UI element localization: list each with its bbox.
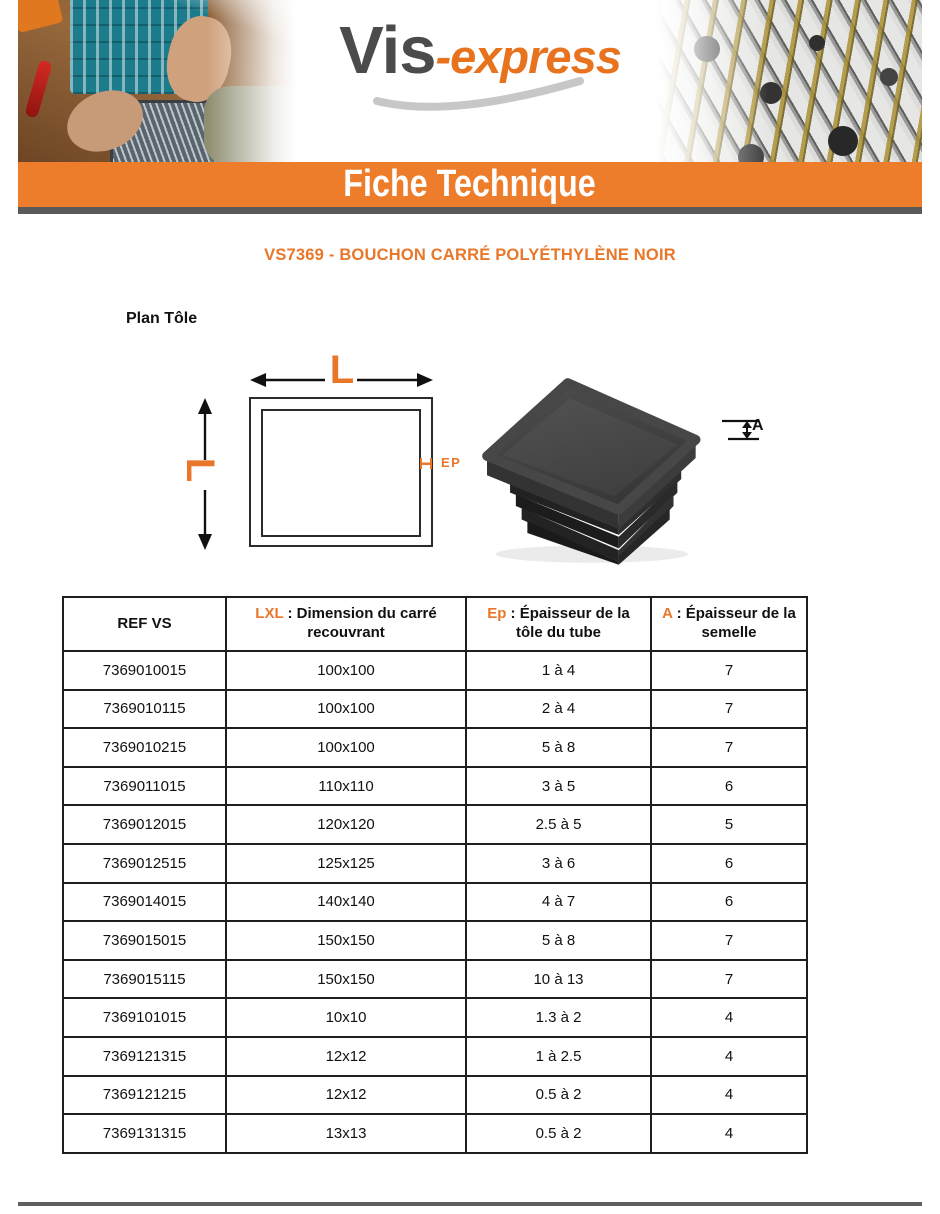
organizer-box-shape — [70, 0, 208, 94]
sole-thickness-label: A — [752, 417, 764, 434]
ref-cell: 7369010215 — [63, 728, 226, 767]
screws-pattern — [656, 0, 922, 162]
dimension-cell: 140x140 — [226, 883, 466, 922]
tube-thickness-cell: 0.5 à 2 — [466, 1114, 651, 1153]
tube-thickness-cell: 3 à 6 — [466, 844, 651, 883]
header-prefix: A — [662, 605, 673, 623]
screws-photo — [656, 0, 922, 162]
dimension-cell: 100x100 — [226, 728, 466, 767]
dimension-cell: 10x10 — [226, 998, 466, 1037]
table-row — [63, 960, 807, 999]
table-row — [63, 728, 807, 767]
ref-cell: 7369015015 — [63, 921, 226, 960]
ref-cell: 7369015115 — [63, 960, 226, 999]
table-header-row — [63, 597, 807, 651]
sole-thickness-cell: 7 — [651, 921, 807, 960]
header-label: : Épaisseur de la tôle du tube — [506, 605, 630, 641]
table-row — [63, 767, 807, 806]
logo-text-vis: Vis — [339, 13, 436, 88]
ref-cell: 7369012515 — [63, 844, 226, 883]
header-label: : Dimension du carré recouvrant — [283, 605, 437, 641]
ref-cell: 7369012015 — [63, 805, 226, 844]
table-row — [63, 1114, 807, 1153]
sole-thickness-cell: 4 — [651, 998, 807, 1037]
tool-shape — [18, 0, 63, 33]
table-row — [63, 690, 807, 729]
logo-text-express: -express — [435, 30, 621, 83]
spec-table-body — [63, 651, 807, 1153]
dimension-cell: 110x110 — [226, 767, 466, 806]
workbench-photo — [18, 0, 296, 162]
wall-thickness-marker — [420, 458, 432, 469]
header-tube-thickness — [466, 597, 651, 651]
dimension-cell: 125x125 — [226, 844, 466, 883]
dimension-cell: 12x12 — [226, 1076, 466, 1115]
table-row — [63, 1037, 807, 1076]
diagram-section-label: Plan Tôle — [126, 310, 198, 327]
banner — [18, 162, 922, 207]
sole-thickness-cell: 5 — [651, 805, 807, 844]
ref-cell: 7369010015 — [63, 651, 226, 690]
sole-thickness-cell: 4 — [651, 1076, 807, 1115]
screwdriver-shape — [24, 59, 52, 118]
tube-thickness-cell: 0.5 à 2 — [466, 1076, 651, 1115]
header-label: : Épaisseur de la semelle — [672, 605, 796, 641]
tube-thickness-cell: 2 à 4 — [466, 690, 651, 729]
screw-heads-shape — [694, 36, 720, 62]
banner-title: Fiche Technique — [343, 163, 597, 205]
sole-thickness-cell: 7 — [651, 728, 807, 767]
table-row — [63, 883, 807, 922]
sole-thickness-cell: 4 — [651, 1114, 807, 1153]
ref-cell: 7369010115 — [63, 690, 226, 729]
tube-thickness-cell: 4 à 7 — [466, 883, 651, 922]
header-sole-thickness — [651, 597, 807, 651]
ref-cell: 7369014015 — [63, 883, 226, 922]
ref-cell: 7369121215 — [63, 1076, 226, 1115]
screw-tray-shape — [110, 100, 220, 162]
tube-thickness-cell: 1 à 4 — [466, 651, 651, 690]
tube-thickness-cell: 1 à 2.5 — [466, 1037, 651, 1076]
sleeve-shape — [204, 86, 296, 162]
wall-thickness-label: EP — [441, 455, 462, 470]
tube-thickness-cell: 1.3 à 2 — [466, 998, 651, 1037]
dimension-cell: 100x100 — [226, 651, 466, 690]
tube-thickness-cell: 10 à 13 — [466, 960, 651, 999]
width-dimension-label: L — [329, 348, 355, 392]
tube-thickness-cell: 5 à 8 — [466, 921, 651, 960]
hand-shape — [160, 10, 239, 107]
vis-express-logo — [330, 12, 630, 130]
header-label: REF VS — [117, 614, 172, 632]
table-row — [63, 1076, 807, 1115]
header-ref — [63, 597, 226, 651]
plug-illustration — [462, 372, 712, 567]
tube-thickness-cell: 3 à 5 — [466, 767, 651, 806]
ref-cell: 7369011015 — [63, 767, 226, 806]
ref-cell: 7369121315 — [63, 1037, 226, 1076]
dimension-cell: 120x120 — [226, 805, 466, 844]
sole-thickness-cell: 6 — [651, 883, 807, 922]
sole-thickness-cell: 7 — [651, 651, 807, 690]
sole-thickness-cell: 6 — [651, 844, 807, 883]
table-row — [63, 805, 807, 844]
banner-divider — [18, 207, 922, 214]
table-row — [63, 998, 807, 1037]
ref-cell: 7369101015 — [63, 998, 226, 1037]
sole-thickness-cell: 4 — [651, 1037, 807, 1076]
table-row — [63, 651, 807, 690]
header-prefix: Ep — [487, 605, 507, 623]
dimension-cell: 150x150 — [226, 960, 466, 999]
dimension-cell: 150x150 — [226, 921, 466, 960]
dimension-cell: 13x13 — [226, 1114, 466, 1153]
header-prefix: LXL — [255, 605, 284, 623]
tube-thickness-cell: 2.5 à 5 — [466, 805, 651, 844]
footer-divider — [18, 1202, 922, 1206]
spec-table — [62, 596, 808, 1154]
table-row — [63, 844, 807, 883]
sole-thickness-cell: 7 — [651, 690, 807, 729]
sole-thickness-cell: 6 — [651, 767, 807, 806]
dimension-cell: 12x12 — [226, 1037, 466, 1076]
sole-thickness-cell: 7 — [651, 960, 807, 999]
tube-thickness-cell: 5 à 8 — [466, 728, 651, 767]
ref-cell: 7369131315 — [63, 1114, 226, 1153]
header-dimension — [226, 597, 466, 651]
dimension-cell: 100x100 — [226, 690, 466, 729]
product-title: VS7369 - BOUCHON CARRÉ POLYÉTHYLÈNE NOIR — [264, 246, 676, 264]
height-dimension-label: L — [178, 457, 222, 483]
table-row — [63, 921, 807, 960]
hand-shape — [58, 80, 152, 162]
